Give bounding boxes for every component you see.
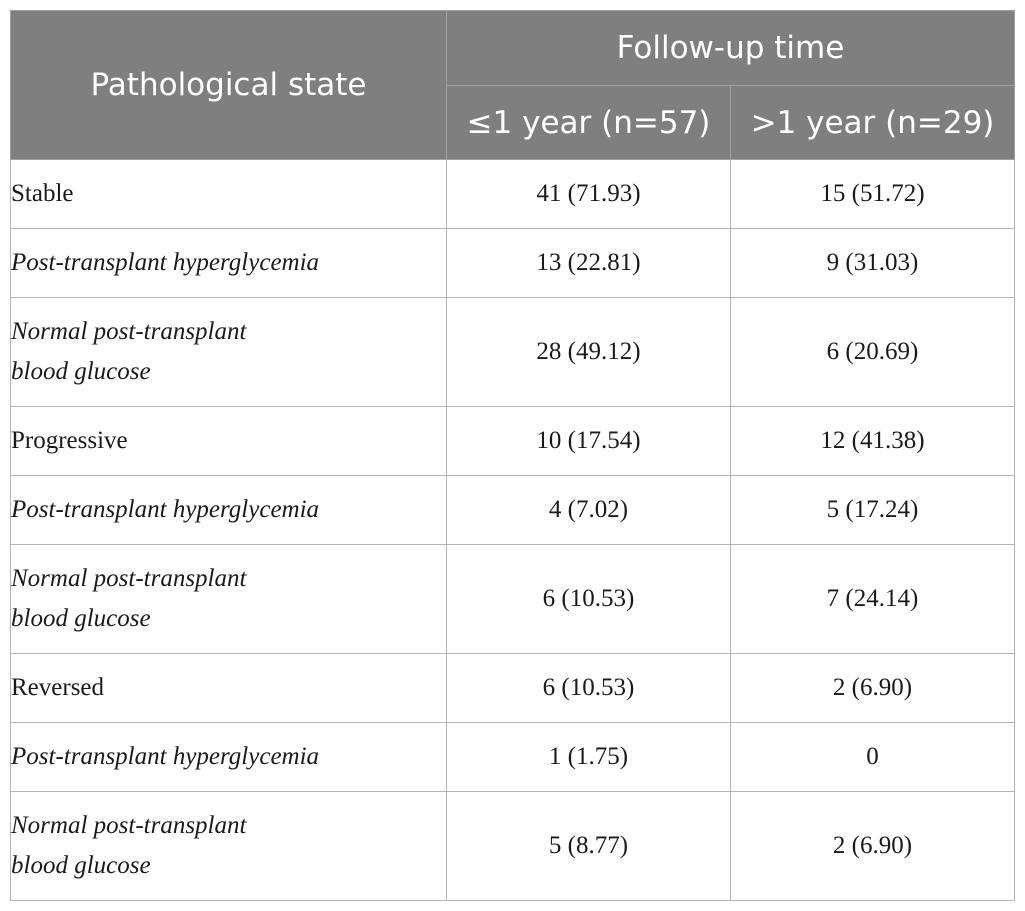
row-label-line: Normal post-transplant <box>11 812 247 839</box>
value-cell-le-1-year: 1 (1.75) <box>447 723 731 792</box>
row-label-line: blood glucose <box>11 605 151 632</box>
value-cell-le-1-year: 41 (71.93) <box>447 160 731 229</box>
row-label-line: Post-transplant hyperglycemia <box>11 249 320 276</box>
table-row <box>11 654 1015 723</box>
value-cell-gt-1-year: 6 (20.69) <box>731 298 1015 407</box>
value-cell-gt-1-year: 15 (51.72) <box>731 160 1015 229</box>
table-body <box>11 160 1015 901</box>
value-cell-le-1-year: 13 (22.81) <box>447 229 731 298</box>
table-row <box>11 792 1015 901</box>
row-label-cell <box>11 654 447 723</box>
value-cell-le-1-year: 6 (10.53) <box>447 654 731 723</box>
row-label-line: blood glucose <box>11 358 151 385</box>
row-label-line: Normal post-transplant <box>11 565 247 592</box>
value-cell-le-1-year: 28 (49.12) <box>447 298 731 407</box>
value-cell-le-1-year: 4 (7.02) <box>447 476 731 545</box>
row-label-cell <box>11 160 447 229</box>
table-row <box>11 160 1015 229</box>
value-cell-le-1-year: 5 (8.77) <box>447 792 731 901</box>
table-row <box>11 407 1015 476</box>
row-label-line: Post-transplant hyperglycemia <box>11 496 320 523</box>
column-header-le-1-year: ≤1 year (n=57) <box>447 86 731 160</box>
value-cell-gt-1-year: 5 (17.24) <box>731 476 1015 545</box>
value-cell-gt-1-year: 0 <box>731 723 1015 792</box>
column-header-gt-1-year: >1 year (n=29) <box>731 86 1015 160</box>
table-row <box>11 229 1015 298</box>
table-row <box>11 545 1015 654</box>
row-label-cell <box>11 545 447 654</box>
row-label-cell <box>11 407 447 476</box>
table-row <box>11 476 1015 545</box>
value-cell-gt-1-year: 2 (6.90) <box>731 792 1015 901</box>
value-cell-gt-1-year: 2 (6.90) <box>731 654 1015 723</box>
row-label-cell <box>11 476 447 545</box>
row-label-line: Reversed <box>11 674 105 701</box>
row-label-line: Normal post-transplant <box>11 318 247 345</box>
table-row <box>11 298 1015 407</box>
data-table <box>10 10 1015 901</box>
row-label-line: Stable <box>11 180 74 207</box>
row-header-label: Pathological state <box>11 11 447 160</box>
group-header-label: Follow-up time <box>447 11 1015 86</box>
value-cell-le-1-year: 6 (10.53) <box>447 545 731 654</box>
row-label-cell <box>11 298 447 407</box>
row-label-cell <box>11 792 447 901</box>
value-cell-gt-1-year: 7 (24.14) <box>731 545 1015 654</box>
value-cell-gt-1-year: 9 (31.03) <box>731 229 1015 298</box>
table-header <box>11 11 1015 160</box>
row-label-cell <box>11 229 447 298</box>
table-row <box>11 723 1015 792</box>
value-cell-le-1-year: 10 (17.54) <box>447 407 731 476</box>
row-label-line: Post-transplant hyperglycemia <box>11 743 320 770</box>
row-label-line: blood glucose <box>11 852 151 879</box>
row-label-line: Progressive <box>11 427 128 454</box>
value-cell-gt-1-year: 12 (41.38) <box>731 407 1015 476</box>
row-label-cell <box>11 723 447 792</box>
